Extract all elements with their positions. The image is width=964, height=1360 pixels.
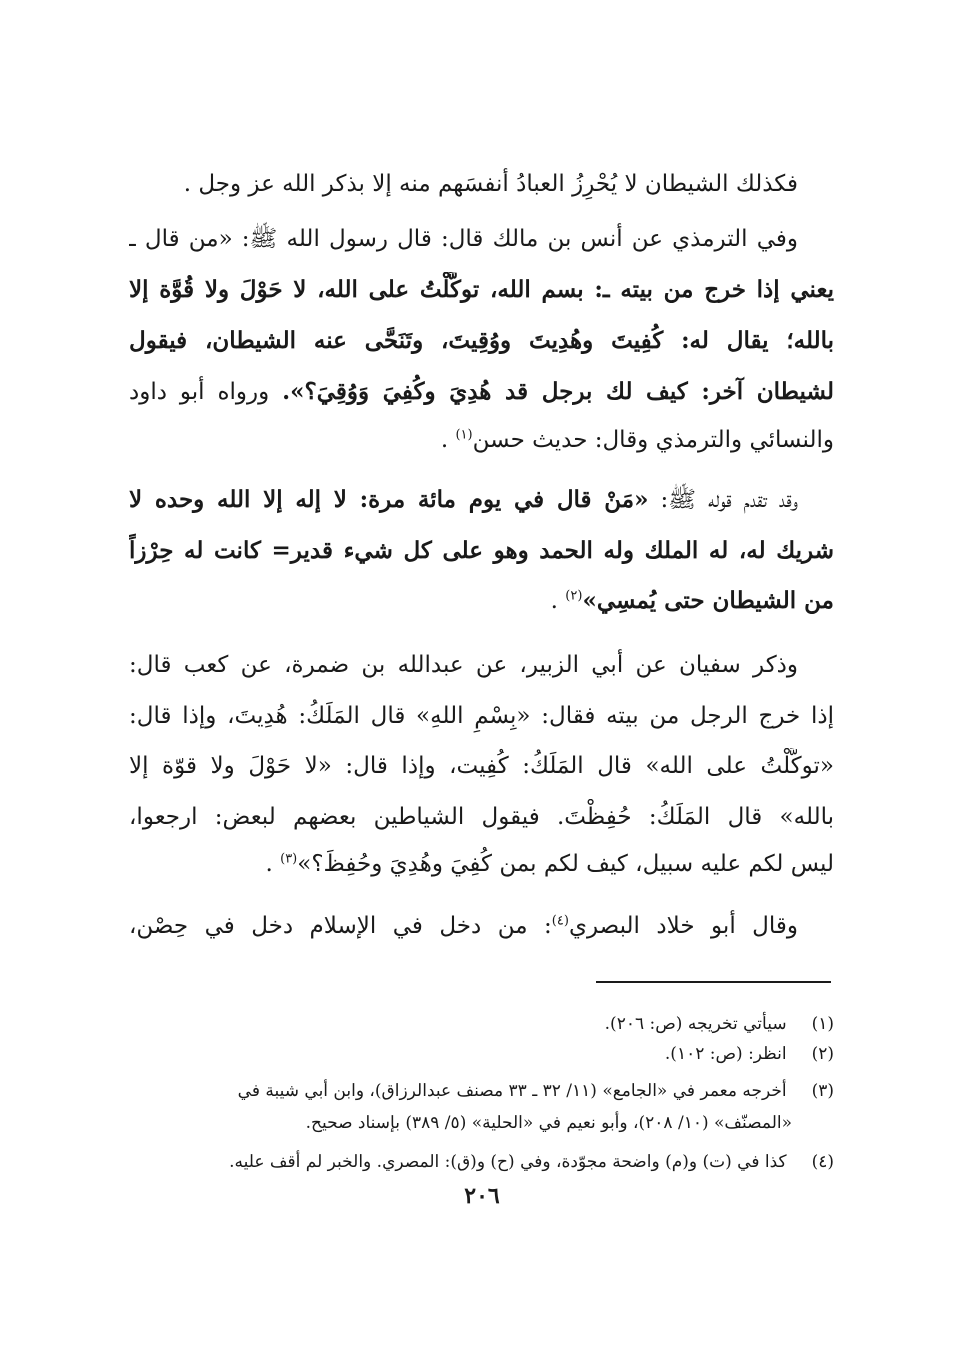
text-line: [129, 323, 834, 363]
footnote-ref[interactable]: (٢): [565, 588, 583, 604]
text-line: [129, 698, 834, 738]
footnote-ref[interactable]: (٣): [280, 851, 298, 867]
footnote-number: (١): [811, 1014, 834, 1034]
footnote-number: (٢): [811, 1044, 834, 1064]
text-line: [129, 846, 834, 886]
text-run: بالله» قال المَلَكُ: حُفِظْتَ. فيقول الشياطين بعضهم لبعض: ارجعوا،: [129, 804, 834, 830]
text-run: : من دخل في الإسلام دخل في حِصْن،: [129, 913, 552, 939]
text-run: بالله؛ يقال له: كُفِيتَ وهُدِيتَ ووُقِيتَ، وتَنَحَّى عنه الشيطان، فيقول: [129, 327, 834, 354]
text-line: [129, 533, 834, 573]
footnote: [129, 1077, 834, 1107]
footnote-text: كذا في (ت) و(م) واضحة مجوّدة، وفي (ح) و(ق): المصري. والخبر لم أقف عليه.: [229, 1152, 787, 1172]
text-run: يعني إذا خرج من بيته ـ: بسم الله، توكَّلْتُ على الله، لا حَوْلَ ولا قُوَّة إلا: [129, 276, 834, 303]
text-line: [129, 166, 798, 206]
text-line: [129, 908, 798, 948]
text-run: وقد تقدم قوله ﷺ:: [660, 487, 798, 513]
text-run: والنسائي والترمذي وقال: حديث حسن: [472, 427, 834, 453]
quoted-hadith: من الشيطان حتى يُمسِي»: [582, 587, 834, 614]
quoted-hadith: لشيطان آخر: كيف لك برجل قد هُدِيَ وكُفِيَ وَوُقِيَ؟».: [282, 378, 834, 405]
text-run: ليس لكم عليه سبيل، كيف لكم بمن كُفِيَ وهُدِيَ وحُفِظَ؟»: [297, 851, 834, 877]
page-number: ٢٠٦: [464, 1183, 500, 1209]
text-line: [129, 583, 834, 623]
footnote-ref[interactable]: (٤): [551, 913, 569, 929]
text-run: إذا خرج الرجل من بيته فقال: «بِسْمِ اللهِ» قال المَلَكُ: هُدِيتَ، وإذا قال:: [129, 703, 834, 729]
text-run: شريك له، له الملك وله الحمد وهو على كل شيء قدير= كانت له حِرْزاً: [129, 537, 834, 564]
text-run: وقال أبو خلاد البصري: [568, 913, 798, 939]
text-run: .: [265, 851, 273, 877]
text-line: [129, 422, 834, 462]
text-run: وفي الترمذي عن أنس بن مالك قال: قال رسول الله ﷺ: «من قال ـ: [129, 226, 798, 252]
text-line: [129, 482, 798, 522]
footnote-separator: [596, 981, 831, 983]
text-run: فكذلك الشيطان لا يُحْرِزُ العبادُ أنفسَهم منه إلا بذكر الله عز وجل .: [183, 171, 798, 197]
footnote-ref[interactable]: (١): [455, 427, 473, 443]
text-line: [129, 799, 834, 839]
text-line: [129, 374, 834, 414]
footnote: [129, 1148, 834, 1178]
text-run: .: [440, 427, 449, 453]
footnote-text: «المصنّف» (١٠/ ٢٠٨)، وأبو نعيم في «الحلية» (٥/ ٣٨٩) بإسناد صحيح.: [305, 1113, 792, 1133]
text-line: [129, 647, 798, 687]
text-line: [129, 748, 834, 788]
footnote-number: (٣): [811, 1081, 834, 1101]
footnote-continuation: [129, 1109, 792, 1139]
footnote-text: انظر: (ص: ١٠٢).: [664, 1044, 787, 1064]
footnote: [129, 1010, 834, 1040]
text-run: ورواه أبو داود: [129, 379, 270, 405]
footnote-text: أخرجه معمر في «الجامع» (١١/ ٣٢ ـ ٣٣ مصنف عبدالرزاق)، وابن أبي شيبة في: [237, 1081, 787, 1101]
text-run: «توكَّلْتُ على الله» قال المَلَكُ: كُفِيت، وإذا قال: «لا حَوْلَ ولا قوّة إلا: [129, 753, 834, 779]
text-run: وذكر سفيان عن أبي الزبير، عن عبدالله بن ضمرة، عن كعب قال:: [129, 652, 798, 678]
text-line: [129, 221, 798, 261]
footnote-number: (٤): [811, 1152, 834, 1172]
text-line: [129, 272, 834, 312]
footnote-text: سيأتي تخريجه (ص: ٢٠٦).: [604, 1014, 787, 1034]
quoted-hadith: «مَنْ قال في يوم مائة مرة: لا إله إلا الله وحده لا: [129, 486, 649, 513]
footnote: [129, 1040, 834, 1070]
text-run: .: [550, 588, 558, 614]
